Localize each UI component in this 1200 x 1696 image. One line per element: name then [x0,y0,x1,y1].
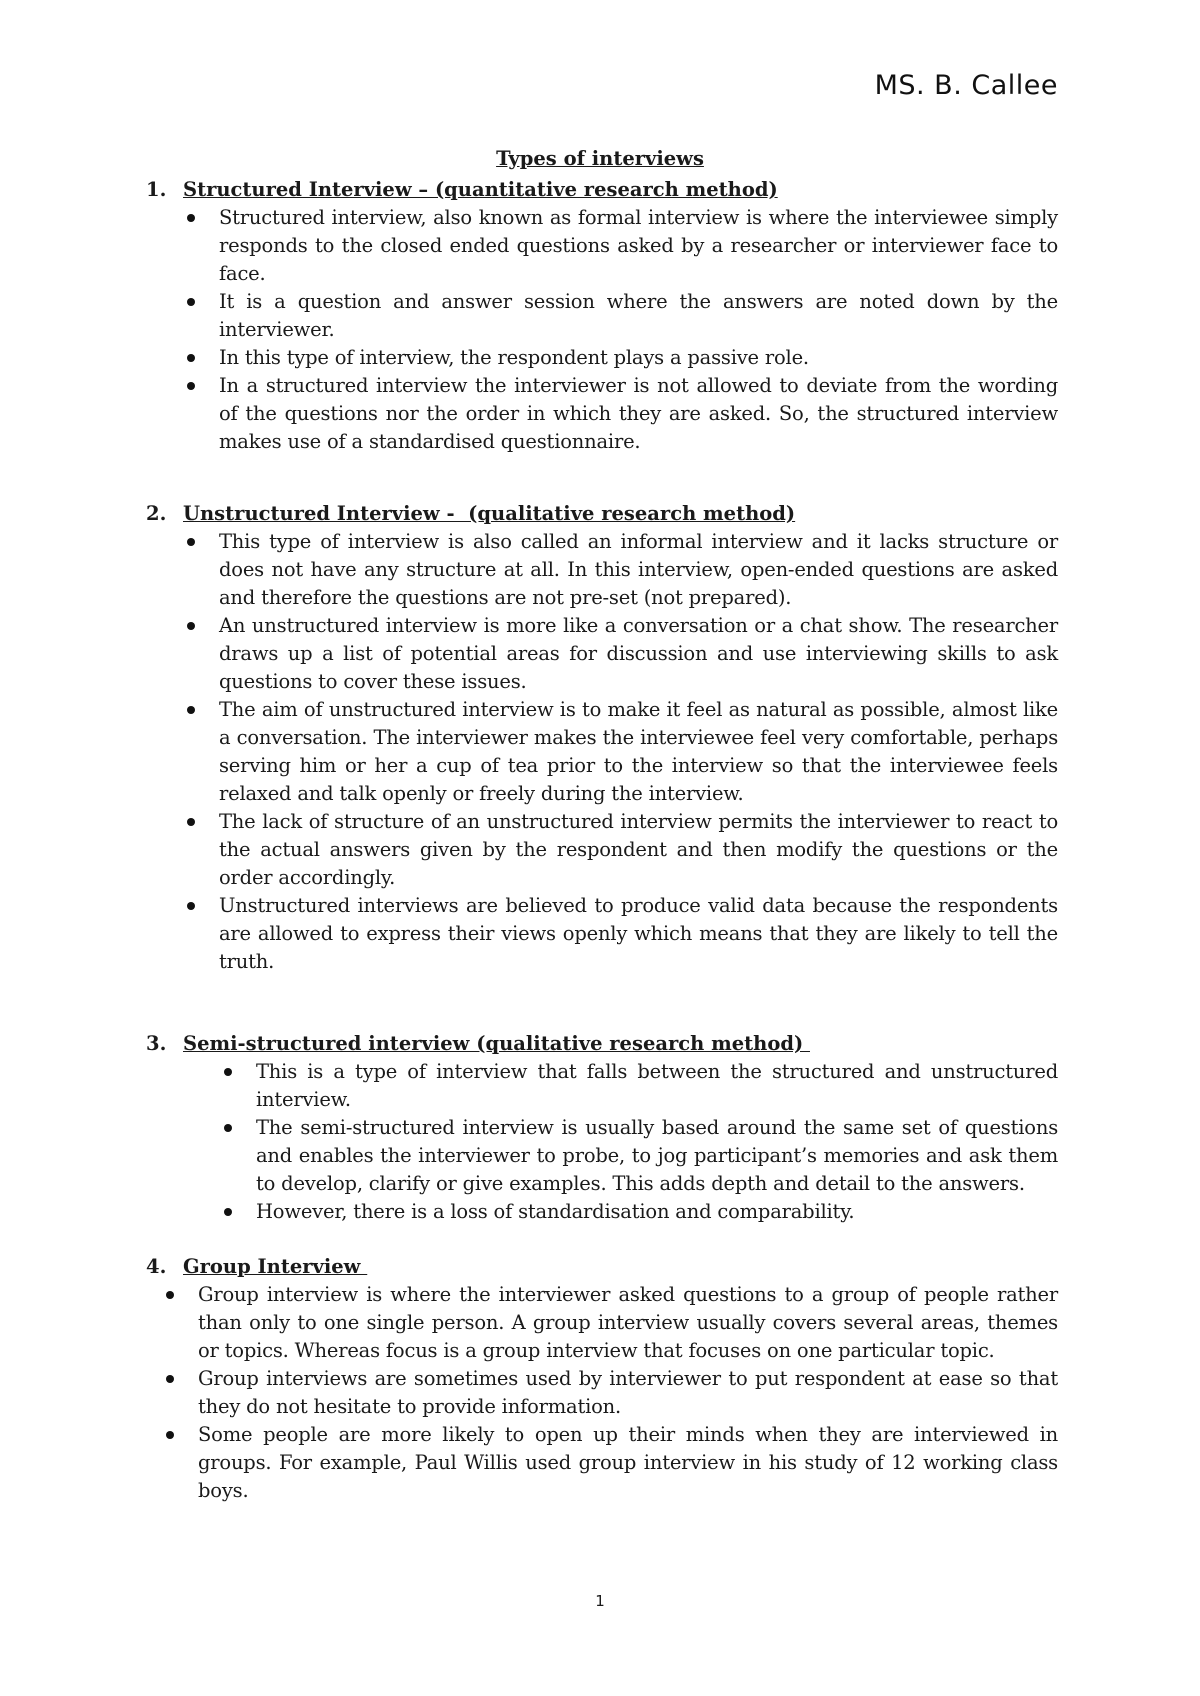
list-item [146,344,1058,372]
bullet-icon [166,1291,174,1299]
bullet-icon [166,1375,174,1383]
bullet-icon [187,538,195,546]
section-heading [146,1253,1058,1281]
list-item-text: Structured interview, also known as formal interview is where the interviewee simply responds to the closed ended questions asked by a researcher or interviewer face to face. [219,206,1058,285]
list-item [146,1114,1058,1198]
section-title: Unstructured Interview - (qualitative research method) [183,502,796,525]
list-item-text: This is a type of interview that falls between the structured and unstructured interview. [256,1060,1058,1111]
list-item-text: Group interview is where the interviewer asked questions to a group of people rather than only to one single person. A group interview usually covers several areas, themes or topics. Whereas focus is a group interview that focuses on one particular topic. [198,1283,1058,1362]
list-item [146,1198,1058,1226]
list-item-text: An unstructured interview is more like a conversation or a chat show. The researcher draws up a list of potential areas for discussion and use interviewing skills to ask questions to cover these issues. [219,614,1058,693]
section-title: Structured Interview – (quantitative research method) [183,178,778,201]
section-number: 3. [146,1032,167,1055]
bullet-list [146,1281,1058,1505]
author-header: MS. B. Callee [874,70,1058,101]
section-title: Group Interview [183,1255,368,1278]
list-item [146,696,1058,808]
section-heading [146,176,1058,204]
page-number: 1 [595,1592,605,1610]
bullet-icon [187,298,195,306]
list-item-text: Unstructured interviews are believed to produce valid data because the respondents are allowed to express their views openly which means that they are likely to tell the truth. [219,894,1058,973]
list-item [146,1058,1058,1114]
list-item [146,808,1058,892]
section-heading [146,500,1058,528]
section-group-interview [146,1253,1058,1505]
list-item-text: Some people are more likely to open up their minds when they are interviewed in groups. For example, Paul Willis used group interview in his study of 12 working class boys. [198,1423,1058,1502]
section-number: 1. [146,178,167,201]
bullet-icon [224,1124,232,1132]
section-structured-interview [146,176,1058,456]
section-heading [146,1030,1058,1058]
bullet-list [146,204,1058,456]
list-item [146,1421,1058,1505]
list-item [146,1281,1058,1365]
section-number: 2. [146,502,167,525]
bullet-list [146,1058,1058,1226]
section-unstructured-interview [146,500,1058,976]
bullet-icon [187,818,195,826]
list-item [146,204,1058,288]
list-item [146,612,1058,696]
list-item-text: The semi-structured interview is usually based around the same set of questions and enables the interviewer to probe, to jog participant’s memories and ask them to develop, clarify or give examples. This adds depth and detail to the answers. [256,1116,1058,1195]
bullet-icon [224,1208,232,1216]
section-semi-structured-interview [146,1030,1058,1226]
list-item [146,1365,1058,1421]
bullet-icon [187,622,195,630]
list-item-text: This type of interview is also called an informal interview and it lacks structure or does not have any structure at all. In this interview, open-ended questions are asked and therefore the questions are not pre-set (not prepared). [219,530,1058,609]
bullet-icon [187,706,195,714]
list-item [146,892,1058,976]
bullet-icon [187,354,195,362]
list-item [146,288,1058,344]
bullet-icon [187,902,195,910]
list-item [146,528,1058,612]
list-item-text: Group interviews are sometimes used by interviewer to put respondent at ease so that they do not hesitate to provide information. [198,1367,1058,1418]
section-title: Semi-structured interview (qualitative research method) [183,1032,810,1055]
list-item [146,372,1058,456]
bullet-icon [166,1431,174,1439]
list-item-text: However, there is a loss of standardisation and comparability. [256,1200,855,1223]
list-item-text: The lack of structure of an unstructured interview permits the interviewer to react to the actual answers given by the respondent and then modify the questions or the order accordingly. [219,810,1058,889]
list-item-text: In a structured interview the interviewer is not allowed to deviate from the wording of the questions nor the order in which they are asked. So, the structured interview makes use of a standardised questionnaire. [219,374,1058,453]
bullet-icon [187,214,195,222]
section-number: 4. [146,1255,167,1278]
bullet-icon [224,1068,232,1076]
list-item-text: The aim of unstructured interview is to make it feel as natural as possible, almost like a conversation. The interviewer makes the interviewee feel very comfortable, perhaps serving him or her a cup of tea prior to the interview so that the interviewee feels relaxed and talk openly or freely during the interview. [219,698,1058,805]
document-title: Types of interviews [496,147,704,170]
bullet-list [146,528,1058,976]
list-item-text: In this type of interview, the respondent plays a passive role. [219,346,809,369]
list-item-text: It is a question and answer session where the answers are noted down by the interviewer. [219,290,1058,341]
bullet-icon [187,382,195,390]
